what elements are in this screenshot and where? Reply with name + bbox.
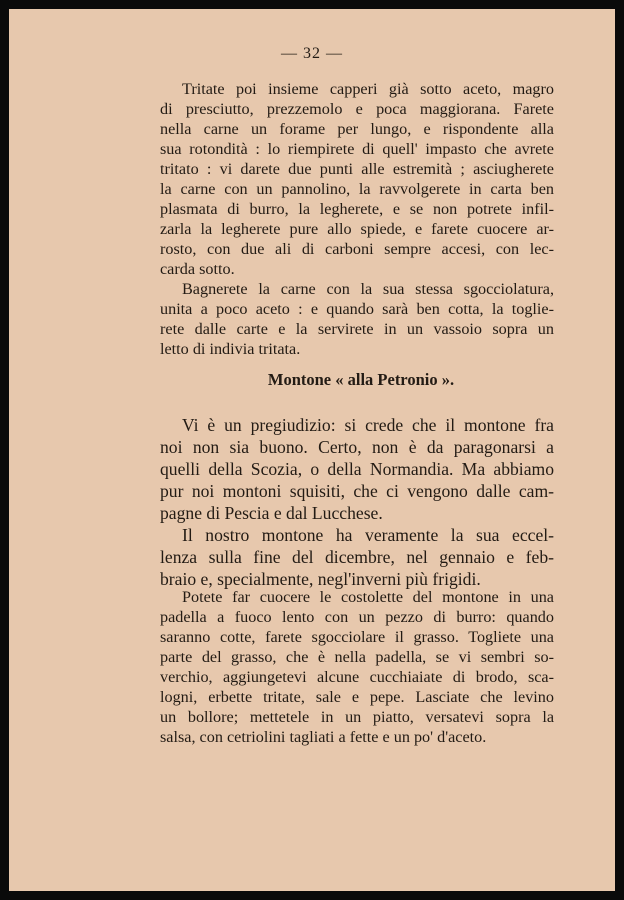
- text-line: un bollore; mettetele in un piatto, versatevi sopra la: [160, 708, 554, 726]
- text-line: lenza sulla fine del dicembre, nel gennaio e feb-: [160, 547, 554, 567]
- book-page: [9, 9, 615, 891]
- paragraph-recipe-instructions: [160, 587, 554, 747]
- text-line: saranno cotte, farete sgocciolare il grasso. Togliete una: [160, 628, 554, 646]
- text-line: rete dalle carte e la servirete in un vassoio sopra un: [160, 320, 554, 338]
- text-line: logni, erbette tritate, sale e pepe. Lasciate che levino: [160, 688, 554, 706]
- text-line: Potete far cuocere le costolette del montone in una: [182, 588, 554, 606]
- paragraph-introduction: [160, 414, 554, 590]
- text-line: Il nostro montone ha veramente la sua eccel-: [182, 525, 554, 545]
- recipe-title: Montone « alla Petronio ».: [267, 370, 455, 389]
- text-line: letto di indivia tritata.: [160, 340, 301, 358]
- text-line: nella carne un forame per lungo, e rispondente alla: [160, 120, 554, 138]
- text-line: tritato : vi darete due punti alle estremità ; asciugherete: [160, 160, 554, 178]
- text-line: pur noi montoni squisiti, che ci vengono dalle cam-: [160, 481, 554, 501]
- text-line: pagne di Pescia e dal Lucchese.: [160, 503, 383, 523]
- text-line: noi non sia buono. Certo, non è da paragonarsi a: [160, 437, 554, 457]
- text-line: verchio, aggiungetevi alcune cucchiaiate di brodo, sca-: [160, 668, 554, 686]
- text-line: sua rotondità : lo riempirete di quell' impasto che avrete: [160, 140, 554, 158]
- text-line: plasmata di burro, la legherete, e se non potrete infil-: [160, 200, 554, 218]
- text-line: zarla la legherete pure allo spiede, e farete cuocere ar-: [160, 220, 554, 238]
- paragraph-recipe-continuation: [160, 79, 554, 359]
- text-line: unita a poco aceto : e quando sarà ben cotta, la toglie-: [160, 300, 554, 318]
- text-line: Bagnerete la carne con la sua stessa sgocciolatura,: [182, 280, 554, 298]
- text-line: quelli della Scozia, o della Normandia. Ma abbiamo: [160, 459, 554, 479]
- text-line: parte del grasso, che è nella padella, se vi sembri so-: [160, 648, 554, 666]
- text-line: la carne con un pannolino, la ravvolgerete in carta ben: [160, 180, 554, 198]
- text-line: braio e, specialmente, negl'inverni più frigidi.: [160, 569, 481, 589]
- text-line: Vi è un pregiudizio: si crede che il montone fra: [182, 415, 554, 435]
- text-line: padella a fuoco lento con un pezzo di burro: quando: [160, 608, 554, 626]
- text-line: rosto, con due ali di carboni sempre accesi, con lec-: [160, 240, 554, 258]
- page-number: — 32 —: [281, 45, 343, 62]
- text-line: salsa, con cetriolini tagliati a fette e un po' d'aceto.: [160, 728, 487, 746]
- text-line: carda sotto.: [160, 260, 235, 278]
- text-line: di presciutto, prezzemolo e poca maggiorana. Farete: [160, 100, 554, 118]
- text-line: Tritate poi insieme capperi già sotto aceto, magro: [182, 80, 554, 98]
